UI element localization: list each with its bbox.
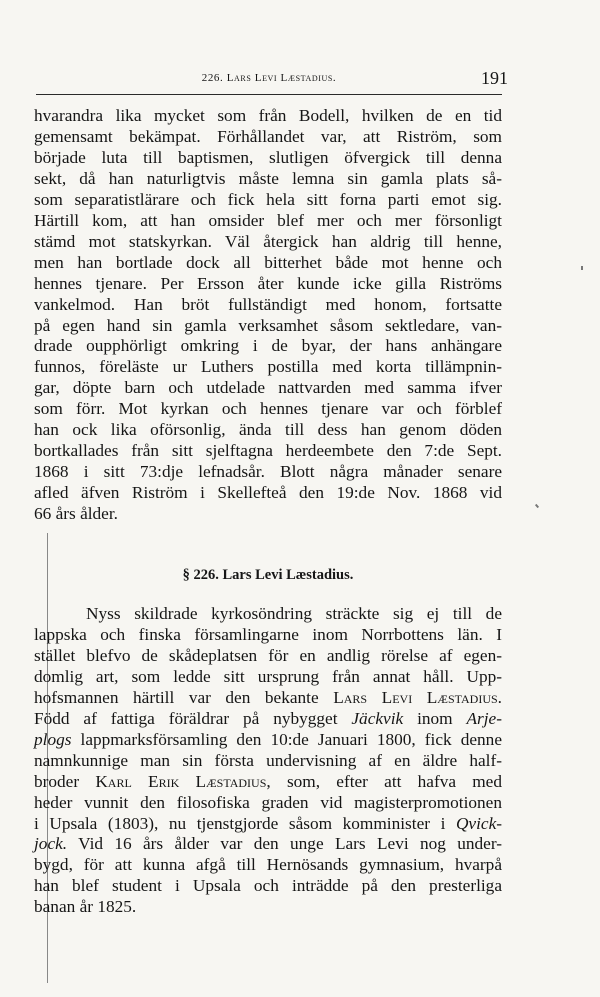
text-line: heder vunnit den filosofiska graden vid magisterpromotionen bbox=[34, 792, 502, 812]
paragraph-1 bbox=[34, 106, 502, 525]
text-line: lappska och finska församlingarne inom Norrbottens län. I bbox=[34, 624, 502, 644]
text-line: funnos, föreläste ur Luthers postilla med korta tillämpnin- bbox=[34, 357, 502, 377]
text-fragment: lappmarksförsamling den 10:de Januari 1800, fick denne bbox=[80, 729, 502, 749]
text-line: bortkallades från sitt sjelftagna herdeembete den 7:de Sept. bbox=[34, 441, 502, 461]
scan-speck bbox=[581, 266, 583, 270]
page-number: 191 bbox=[481, 68, 508, 88]
text-line: Nyss skildrade kyrkosöndring sträckte sig ej till de bbox=[86, 604, 502, 623]
text-line: hvarandra lika mycket som från Bodell, hvilken de en tid bbox=[34, 106, 502, 125]
text-line: sekt, då han naturligtvis måste lemna sin gamla plats så- bbox=[34, 168, 502, 188]
text-line bbox=[34, 834, 502, 855]
text-line: han blef student i Upsala och inträdde på den presterliga bbox=[34, 876, 502, 896]
running-header bbox=[36, 68, 508, 92]
section-heading: § 226. Lars Levi Læstadius. bbox=[182, 567, 354, 583]
place-name: Arje- bbox=[466, 708, 502, 728]
text-fragment: i Upsala (1803), nu tjenstgjorde såsom komminister i bbox=[34, 813, 446, 833]
place-name: Qvick- bbox=[455, 813, 502, 833]
text-line bbox=[34, 814, 502, 835]
text-line: hennes tjenare. Per Ersson åter kunde icke gilla Riströms bbox=[34, 273, 502, 293]
text-line: 1868 i sitt 73:dje lefnadsår. Blott några månader senare bbox=[34, 462, 502, 482]
text-line: bygd, för att kunna afgå till Hernösands gymnasium, hvarpå bbox=[34, 855, 502, 875]
text-line: domlig art, som ledde sitt ursprung från annat håll. Upp- bbox=[34, 666, 502, 686]
text-line: som separatistlärare och fick hela sitt forna parti emot sig. bbox=[34, 189, 502, 209]
text-line: vankelmod. Han bröt fullständigt med honom, fortsatte bbox=[34, 294, 502, 314]
paragraph-2 bbox=[34, 604, 502, 918]
text-line: banan år 1825. bbox=[34, 897, 137, 917]
text-line: men han bortlade dock all bitterhet både mot henne och bbox=[34, 252, 502, 272]
text-fragment: Född af fattiga föräldrar på nybygget bbox=[34, 708, 338, 728]
person-name: Lars Levi Læstadius. bbox=[333, 687, 502, 707]
text-line bbox=[34, 730, 502, 751]
running-title: 226. Lars Levi Læstadius. bbox=[201, 72, 337, 84]
text-line: afled äfven Riström i Skellefteå den 19:de Nov. 1868 vid bbox=[34, 483, 502, 503]
scan-speck bbox=[535, 504, 539, 508]
text-line bbox=[34, 772, 502, 793]
text-line: stället blefvo de skådeplatsen för en andlig rörelse af egen- bbox=[34, 645, 502, 665]
text-line bbox=[34, 688, 502, 709]
text-line: som förr. Mot kyrkan och hennes tjenare var och förblef bbox=[34, 399, 502, 419]
text-line: han ock lika oförsonlig, ända till dess han genom döden bbox=[34, 420, 502, 440]
text-line: namnkunnige man sin första undervisning af en äldre half- bbox=[34, 750, 502, 770]
text-line: stämd mot statskyrkan. Väl återgick han aldrig till henne, bbox=[34, 231, 502, 251]
text-line: 66 års ålder. bbox=[34, 504, 118, 524]
person-name: Karl Erik Læstadius, bbox=[95, 771, 271, 791]
text-line: på egen hand sin gamla verksamhet såsom sektledare, van- bbox=[34, 315, 502, 335]
text-fragment: inom bbox=[417, 708, 453, 728]
text-fragment: Vid 16 års ålder var den unge Lars Levi nog under- bbox=[78, 834, 502, 854]
text-fragment: hofsmannen härtill var den bekante bbox=[34, 687, 319, 707]
text-line bbox=[34, 709, 502, 730]
text-line: gemensamt bekämpat. Förhållandet var, att Riström, som bbox=[34, 126, 502, 146]
text-fragment: broder bbox=[34, 771, 80, 791]
text-fragment: som, efter att hafva med bbox=[286, 771, 502, 791]
place-name: jock. bbox=[34, 834, 68, 854]
text-line: gar, döpte barn och utdelade nattvarden med samma ifver bbox=[34, 378, 502, 398]
header-rule bbox=[36, 94, 502, 95]
text-line: Härtill kom, att han omsider blef mer och mer försonligt bbox=[34, 210, 502, 230]
text-line: började luta till baptismen, slutligen öfvergick till denna bbox=[34, 147, 502, 167]
text-line: drade oupphörligt omkring i de byar, der hans anhängare bbox=[34, 336, 502, 356]
place-name: plogs bbox=[34, 729, 72, 749]
place-name: Jäckvik bbox=[351, 708, 404, 728]
